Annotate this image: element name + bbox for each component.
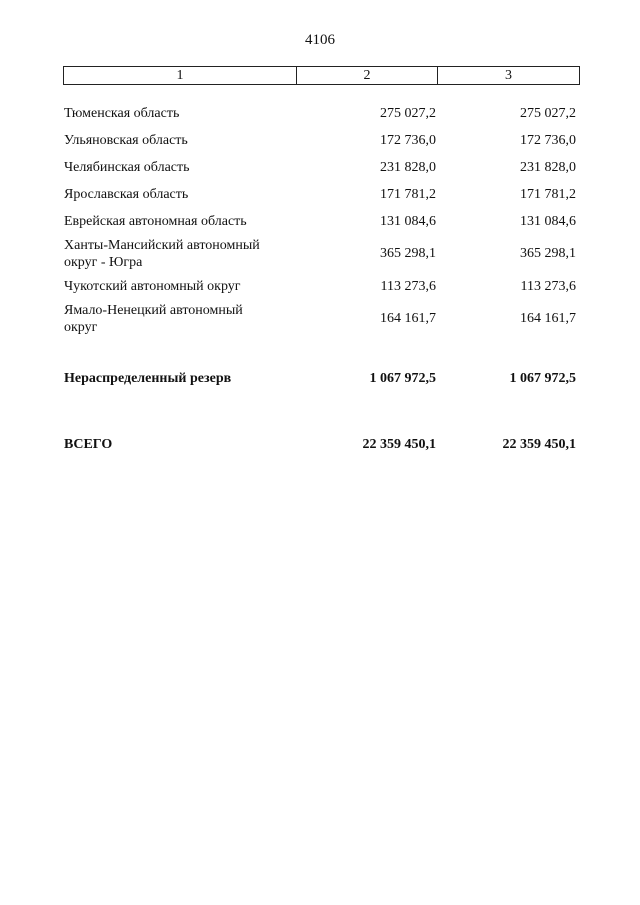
spacer-row	[64, 392, 576, 431]
reserve-value-col3: 1 067 972,5	[509, 370, 576, 386]
value-col3: 113 273,6	[520, 278, 576, 294]
value-col2: 131 084,6	[380, 213, 436, 229]
region-name	[64, 300, 296, 338]
column-header-2: 2	[297, 67, 438, 85]
region-name	[64, 235, 296, 273]
total-value-col2: 22 359 450,1	[362, 436, 436, 452]
value-col2: 113 273,6	[380, 278, 436, 294]
column-header-table	[63, 66, 580, 85]
region-name-line2: округ - Югра	[64, 255, 143, 270]
value-col2: 275 027,2	[380, 105, 436, 121]
value-col3: 231 828,0	[520, 159, 576, 175]
table-row	[64, 127, 576, 154]
total-label: ВСЕГО	[64, 436, 113, 452]
region-name-line1: Ханты-Мансийский автономный	[64, 238, 260, 253]
region-name: Тюменская область	[64, 105, 180, 121]
value-col2: 231 828,0	[380, 159, 436, 175]
value-col2: 172 736,0	[380, 132, 436, 148]
region-name: Чукотский автономный округ	[64, 278, 241, 294]
region-name: Ульяновская область	[64, 132, 188, 148]
value-col3: 275 027,2	[520, 105, 576, 121]
value-col2: 171 781,2	[380, 186, 436, 202]
table-row	[64, 208, 576, 235]
spacer-row	[64, 338, 576, 365]
value-col3: 171 781,2	[520, 186, 576, 202]
table-row	[64, 154, 576, 181]
table-row	[64, 100, 576, 127]
value-col2: 365 298,1	[380, 246, 436, 261]
table-row	[64, 181, 576, 208]
value-col2: 164 161,7	[380, 311, 436, 326]
value-col3: 365 298,1	[520, 246, 576, 261]
total-row	[64, 431, 576, 458]
total-value-col3: 22 359 450,1	[502, 436, 576, 452]
budget-table	[64, 100, 576, 458]
region-name-line2: округ	[64, 320, 98, 335]
column-header-3: 3	[438, 67, 580, 85]
reserve-label: Нераспределенный резерв	[64, 370, 232, 386]
table-row	[64, 235, 576, 273]
table-row	[64, 300, 576, 338]
region-name: Ярославская область	[64, 186, 189, 202]
table-row	[64, 273, 576, 300]
column-header-row	[64, 67, 580, 85]
value-col3: 164 161,7	[520, 311, 576, 326]
value-col3: 131 084,6	[520, 213, 576, 229]
reserve-value-col2: 1 067 972,5	[369, 370, 436, 386]
region-name: Челябинская область	[64, 159, 190, 175]
region-name-line1: Ямало-Ненецкий автономный	[64, 303, 243, 318]
reserve-row	[64, 365, 576, 392]
column-header-1: 1	[64, 67, 297, 85]
value-col3: 172 736,0	[520, 132, 576, 148]
page-number: 4106	[305, 32, 335, 48]
region-name: Еврейская автономная область	[64, 213, 247, 229]
